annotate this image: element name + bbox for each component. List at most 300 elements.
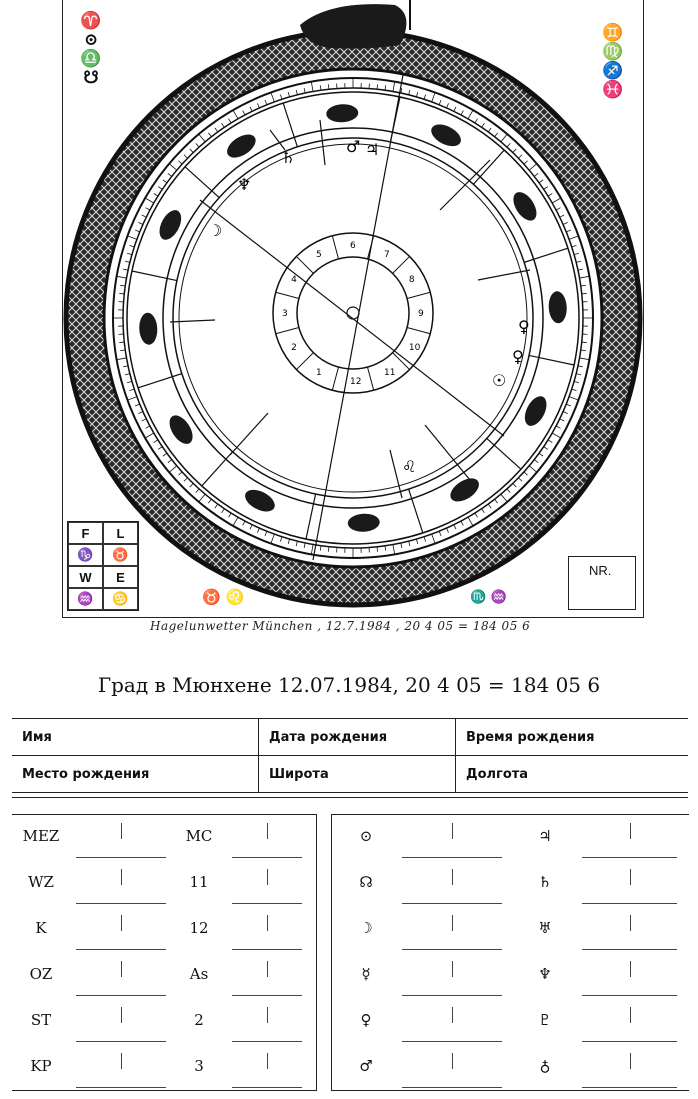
entry-line: [402, 903, 502, 904]
entry-line: [582, 995, 677, 996]
serpent-ring: [85, 50, 621, 586]
degree-tick: [127, 236, 136, 239]
degree-tick: [146, 208, 150, 210]
entry-line: [582, 857, 677, 858]
serpent-head: [300, 4, 406, 48]
nr-label: NR.: [589, 563, 612, 578]
corner-glyphs-right: [602, 24, 624, 100]
degree-tick: [539, 180, 543, 183]
degree-tick: [475, 119, 478, 123]
entry-line: [232, 1041, 302, 1042]
degree-tick: [518, 478, 522, 481]
grid-value: 11: [189, 873, 209, 891]
sign-divider: [487, 438, 521, 469]
degree-tick: [539, 453, 543, 456]
degree-tick: [552, 198, 561, 203]
degree-tick: [311, 545, 313, 555]
degree-tick: [288, 92, 289, 97]
grid-row: [12, 953, 316, 999]
degree-tick: [582, 293, 587, 294]
degree-tick: [154, 193, 158, 196]
degree-tick: [215, 128, 218, 132]
entry-line: [402, 1087, 502, 1088]
degree-tick: [548, 193, 552, 196]
degree-tick: [145, 198, 154, 203]
degree-tick: [228, 513, 231, 517]
planet-glyph: ♄: [281, 148, 296, 167]
degree-tick: [409, 90, 410, 95]
entry-tick: [452, 1007, 453, 1023]
divider: [12, 797, 688, 798]
degree-tick: [184, 478, 188, 481]
degree-tick: [196, 143, 199, 147]
degree-tick: [130, 389, 135, 391]
degree-tick: [119, 342, 124, 343]
degree-tick: [560, 419, 564, 421]
zodiac-sign-figure: [223, 130, 260, 163]
gemini-icon: ♊: [602, 23, 624, 43]
house-spoke: [407, 327, 430, 333]
degree-tick: [580, 276, 590, 278]
virgo-icon: ♍: [602, 42, 624, 62]
degree-tick: [196, 489, 199, 493]
degree-tick: [296, 541, 297, 546]
planet-glyph: ♌: [402, 457, 417, 476]
degree-tick: [135, 230, 140, 232]
planet-glyph: ♀: [518, 317, 530, 336]
degree-tick: [377, 84, 378, 89]
degree-tick: [580, 358, 590, 360]
pisces-icon: ♓: [602, 80, 624, 100]
degree-tick: [385, 546, 386, 551]
degree-tick: [184, 155, 188, 158]
degree-tick: [524, 472, 528, 475]
bottom-left-glyphs: ♉ ♌: [202, 588, 245, 606]
left-grid-panel: [12, 814, 317, 1091]
degree-tick: [569, 397, 578, 400]
entry-line: [232, 995, 302, 996]
degree-tick: [250, 525, 252, 529]
degree-tick: [461, 521, 463, 525]
entry-line: [582, 1087, 677, 1088]
degree-tick: [552, 433, 561, 438]
degree-tick: [468, 517, 473, 526]
degree-tick: [582, 342, 587, 343]
grid-row: [12, 907, 316, 953]
entry-tick: [452, 823, 453, 839]
degree-tick: [576, 374, 581, 375]
degree-tick: [215, 504, 218, 508]
house-spoke: [332, 367, 338, 390]
grid-value: ♁: [539, 1057, 551, 1075]
degree-tick: [507, 143, 510, 147]
degree-tick: [257, 528, 259, 533]
planet-glyph: ☉: [492, 371, 507, 390]
element-cell: ♉: [103, 544, 138, 566]
name-label: Имя: [12, 719, 259, 756]
degree-tick: [513, 149, 516, 153]
degree-tick: [401, 543, 402, 548]
grid-label: MEZ: [22, 827, 60, 845]
degree-tick: [138, 222, 143, 224]
degree-tick: [146, 426, 150, 428]
degree-tick: [447, 528, 449, 533]
entry-tick: [630, 823, 631, 839]
degree-tick: [566, 230, 571, 232]
degree-tick: [572, 389, 577, 391]
degree-tick: [424, 537, 426, 542]
degree-tick: [280, 95, 282, 100]
degree-tick: [475, 513, 478, 517]
house-spoke: [276, 292, 299, 298]
degree-tick: [328, 84, 329, 89]
degree-tick: [280, 537, 282, 542]
zodiac-sign-figure: [509, 188, 542, 225]
grid-row: [332, 999, 689, 1045]
degree-tick: [563, 222, 568, 224]
degree-tick: [190, 149, 193, 153]
sign-divider: [529, 355, 574, 365]
inner-ring-inner: [297, 257, 409, 369]
grid-row: [12, 815, 316, 861]
degree-tick: [461, 111, 463, 115]
figure-caption: Град в Мюнхене 12.07.1984, 20 4 05 = 184 05 6: [97, 673, 601, 697]
zodiac-band: [132, 97, 574, 539]
degree-tick: [127, 253, 132, 254]
grid-row: [332, 953, 689, 999]
degree-tick: [233, 110, 238, 119]
entry-tick: [121, 961, 122, 977]
grid-value: ♆: [538, 965, 552, 983]
element-cell: L: [103, 522, 138, 544]
degree-tick: [142, 215, 146, 217]
degree-tick: [578, 366, 583, 367]
degree-tick: [574, 253, 579, 254]
degree-tick: [560, 215, 564, 217]
degree-tick: [439, 531, 441, 536]
degree-tick: [138, 412, 143, 414]
degree-tick: [534, 173, 538, 176]
entry-tick: [121, 1053, 122, 1069]
degree-tick: [208, 499, 211, 503]
planet-glyph: ♆: [237, 175, 252, 194]
house-number: 8: [408, 275, 415, 285]
degree-tick: [482, 123, 485, 127]
degree-tick: [482, 509, 485, 513]
degree-tick: [576, 261, 581, 262]
degree-tick: [495, 133, 498, 137]
house-spoke: [276, 327, 299, 333]
planet-glyph: ♀: [512, 347, 524, 366]
house-number: 1: [316, 367, 322, 378]
house-number: 12: [350, 377, 362, 387]
degree-tick: [556, 208, 560, 210]
degree-tick: [495, 499, 498, 503]
degree-tick: [563, 412, 568, 414]
entry-tick: [630, 961, 631, 977]
entry-tick: [630, 1053, 631, 1069]
entry-line: [232, 857, 302, 858]
house-spoke: [367, 367, 373, 390]
degree-tick: [163, 453, 167, 456]
degree-tick: [233, 517, 238, 526]
degree-tick: [569, 236, 578, 239]
degree-tick: [142, 419, 146, 421]
entry-line: [76, 903, 166, 904]
degree-tick: [243, 521, 245, 525]
degree-tick: [544, 447, 548, 450]
longitude-label: Долгота: [456, 756, 689, 793]
zodiac-sign-figure: [138, 312, 158, 345]
center-point: [347, 307, 359, 319]
degree-tick: [501, 494, 507, 502]
grid-row: [332, 861, 689, 907]
zodiac-sign-figure: [347, 513, 380, 533]
entry-tick: [452, 1053, 453, 1069]
sagittarius-icon: ♐: [602, 61, 624, 81]
degree-tick: [222, 509, 225, 513]
grid-label: ☽: [359, 919, 373, 937]
degree-tick: [328, 547, 329, 552]
descending-node-icon: ☋: [83, 68, 99, 88]
degree-tick: [393, 82, 395, 92]
house-number: 2: [291, 343, 297, 353]
grid-value: 3: [194, 1057, 204, 1075]
grid-value: ♃: [538, 827, 552, 845]
sign-divider: [306, 494, 316, 539]
entry-tick: [452, 869, 453, 885]
grid-value: ♅: [538, 919, 552, 937]
birth-date-label: Дата рождения: [259, 719, 456, 756]
grid-label: OZ: [29, 965, 53, 983]
element-cell: ♋: [103, 588, 138, 610]
zodiac-sign-figure: [326, 103, 359, 123]
grid-value: ♄: [538, 873, 552, 891]
degree-tick: [163, 180, 167, 183]
sign-divider: [132, 271, 177, 281]
degree-tick: [130, 245, 135, 247]
degree-tick: [501, 134, 507, 142]
degree-tick: [199, 494, 205, 502]
birth-place-label: Место рождения: [12, 756, 259, 793]
element-box: [67, 521, 139, 611]
degree-tick: [117, 358, 127, 360]
degree-tick: [534, 460, 538, 463]
planet-glyph: ♃: [365, 140, 380, 159]
grid-label: ⊙: [359, 827, 373, 845]
degree-tick: [117, 276, 127, 278]
aries-icon: ♈: [80, 11, 102, 31]
degree-tick: [581, 350, 586, 351]
handwritten-caption: Hagelunwetter München , 12.7.1984 , 20 4 05 = 184 05 6: [150, 619, 531, 633]
grid-value: 12: [189, 919, 209, 937]
zodiac-sign-figure: [548, 291, 568, 324]
entry-line: [582, 903, 677, 904]
grid-value: MC: [185, 827, 213, 845]
degree-tick: [385, 85, 386, 90]
grid-row: [12, 861, 316, 907]
entry-line: [76, 1087, 166, 1088]
grid-label: ST: [30, 1011, 52, 1029]
degree-tick: [250, 107, 252, 111]
degree-tick: [127, 381, 132, 382]
degree-tick: [178, 161, 182, 164]
degree-tick: [581, 285, 586, 286]
degree-tick: [288, 539, 289, 544]
degree-tick: [123, 269, 128, 270]
grid-label: WZ: [28, 873, 54, 891]
grid-label: KP: [30, 1057, 52, 1075]
grid-value: 2: [194, 1011, 204, 1029]
entry-line: [76, 949, 166, 950]
degree-tick: [320, 546, 321, 551]
entry-line: [402, 949, 502, 950]
house-spoke: [367, 236, 373, 259]
degree-tick: [439, 100, 441, 105]
entry-line: [76, 995, 166, 996]
degree-tick: [488, 128, 491, 132]
degree-tick: [304, 88, 305, 93]
degree-tick: [409, 541, 410, 546]
zodiac-sign-figure: [446, 474, 483, 507]
degree-tick: [169, 466, 177, 472]
entry-tick: [267, 961, 268, 977]
grid-row: [332, 907, 689, 953]
info-table: [12, 718, 688, 793]
degree-tick: [488, 504, 491, 508]
degree-tick: [454, 107, 456, 111]
degree-tick: [574, 381, 579, 382]
sign-divider: [185, 167, 219, 198]
degree-tick: [125, 374, 130, 375]
entry-line: [582, 949, 677, 950]
house-spoke: [296, 256, 313, 273]
house-spoke: [407, 292, 430, 298]
sign-divider: [473, 150, 504, 184]
degree-tick: [119, 293, 124, 294]
grid-value: As: [189, 965, 209, 983]
entry-line: [402, 1041, 502, 1042]
grid-label: ☿: [361, 965, 371, 983]
entry-tick: [452, 915, 453, 931]
degree-tick: [320, 85, 321, 90]
degree-tick: [518, 155, 522, 158]
house-number: 7: [384, 250, 390, 261]
entry-tick: [452, 961, 453, 977]
entry-tick: [630, 915, 631, 931]
degree-tick: [416, 92, 417, 97]
zodiac-sign-figure: [165, 411, 198, 448]
degree-tick: [468, 110, 473, 119]
nr-box: [568, 556, 636, 610]
house-number: 9: [418, 309, 424, 319]
degree-tick: [158, 447, 162, 450]
degree-tick: [432, 534, 435, 543]
grid-label: ☊: [359, 873, 373, 891]
element-cell: W: [68, 566, 103, 588]
house-number: 10: [408, 343, 421, 353]
entry-tick: [630, 869, 631, 885]
entry-line: [582, 1041, 677, 1042]
sign-divider: [202, 452, 233, 486]
entry-line: [402, 995, 502, 996]
right-grid-panel: [331, 814, 689, 1091]
house-number: 3: [282, 309, 288, 319]
element-cell: ♒: [68, 588, 103, 610]
house-spoke: [332, 236, 338, 259]
degree-tick: [265, 100, 267, 105]
degree-tick: [548, 440, 552, 443]
degree-tick: [529, 164, 537, 170]
grid-row: [12, 999, 316, 1045]
degree-tick: [416, 539, 417, 544]
entry-tick: [267, 1053, 268, 1069]
degree-tick: [513, 483, 516, 487]
degree-tick: [120, 285, 125, 286]
degree-tick: [578, 269, 583, 270]
degree-tick: [424, 95, 426, 100]
entry-line: [76, 1041, 166, 1042]
degree-tick: [377, 547, 378, 552]
degree-tick: [158, 187, 162, 190]
grid-row: [332, 815, 689, 861]
degree-tick: [168, 173, 172, 176]
degree-tick: [271, 92, 274, 101]
element-cell: ♑: [68, 544, 103, 566]
degree-tick: [271, 534, 274, 543]
element-cell: F: [68, 522, 103, 544]
degree-tick: [544, 187, 548, 190]
entry-line: [232, 903, 302, 904]
degree-tick: [257, 103, 259, 108]
entry-tick: [121, 915, 122, 931]
degree-tick: [135, 404, 140, 406]
degree-tick: [123, 366, 128, 367]
degree-tick: [556, 426, 560, 428]
entry-line: [76, 857, 166, 858]
entry-tick: [267, 1007, 268, 1023]
grid-label: ♀: [360, 1011, 372, 1029]
degree-tick: [168, 460, 172, 463]
birth-time-label: Время рождения: [456, 719, 689, 756]
corner-glyphs-left: [80, 12, 102, 88]
degree-tick: [145, 433, 154, 438]
planet-glyph: ☽: [208, 221, 223, 240]
degree-tick: [243, 111, 245, 115]
latitude-label: Широта: [259, 756, 456, 793]
degree-tick: [296, 90, 297, 95]
degree-tick: [208, 133, 211, 137]
degree-tick: [228, 119, 231, 123]
degree-tick: [169, 164, 177, 170]
degree-tick: [572, 245, 577, 247]
entry-line: [232, 1087, 302, 1088]
degree-tick: [125, 261, 130, 262]
entry-tick: [267, 869, 268, 885]
degree-tick: [432, 92, 435, 101]
degree-tick: [199, 134, 205, 142]
degree-tick: [120, 350, 125, 351]
planet-glyph: ♂: [346, 137, 361, 156]
degree-tick: [222, 123, 225, 127]
house-number: 5: [316, 250, 322, 261]
degree-tick: [524, 161, 528, 164]
house-spoke: [296, 353, 313, 370]
degree-tick: [311, 82, 313, 92]
degree-tick: [454, 525, 456, 529]
entry-tick: [267, 915, 268, 931]
degree-tick: [393, 545, 395, 555]
